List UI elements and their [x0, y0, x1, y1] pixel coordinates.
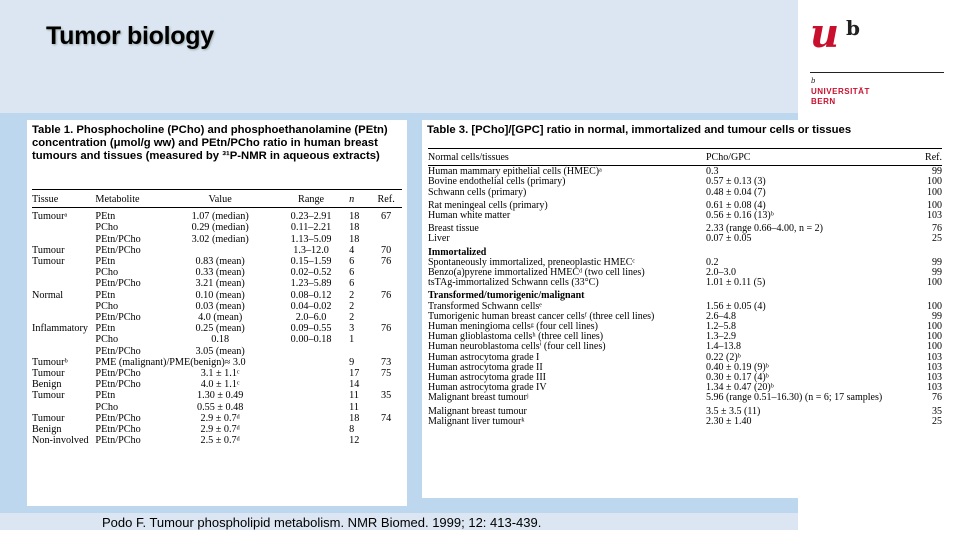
table1-row — [32, 402, 402, 413]
table1-cell: 0.09–0.55 — [290, 323, 332, 335]
table1-cell: PEtn — [95, 211, 116, 223]
table3-cell: 100 — [927, 341, 942, 353]
table3-cell: 0.07 ± 0.05 — [706, 233, 752, 245]
table1-cell: 11 — [349, 390, 359, 402]
table1-cell — [370, 379, 402, 390]
table1-cell: 70 — [381, 244, 392, 256]
table1-cell — [273, 402, 349, 413]
table3-cell: Transformed/tumorigenic/malignant — [428, 290, 585, 302]
table3-header-cell: PCho/GPC — [706, 152, 751, 163]
table3-cell: 0.56 ± 0.16 (13)ᵇ — [706, 210, 774, 222]
logo-mark: u b — [810, 10, 860, 57]
table1-cell — [370, 346, 402, 357]
table3-row — [428, 211, 942, 221]
table1-cell: 9 — [349, 356, 355, 368]
table1-cell: Tumourᵃ — [32, 211, 68, 223]
slide-title: Tumor biology — [46, 22, 214, 50]
table3-cell: Human mammary epithelial cells (HMEC)ᵃ — [428, 166, 602, 178]
table1-cell — [370, 435, 402, 446]
table1-cell — [273, 413, 349, 424]
table1-header-cell: Tissue — [32, 194, 59, 205]
table1-row — [32, 334, 402, 345]
table3-cell: Immortalized — [428, 246, 487, 258]
table3-cell: 103 — [927, 372, 942, 384]
table3-row — [428, 188, 942, 198]
table3-cell: 100 — [927, 331, 942, 343]
table3-cell — [906, 288, 942, 301]
table3-cell: 103 — [927, 382, 942, 394]
table1-cell: PCho — [95, 267, 119, 279]
table1-cell: 1.30 ± 0.49 — [196, 390, 244, 402]
table3-cell: Breast tissue — [428, 223, 479, 235]
table3-body — [428, 167, 942, 427]
table3-cell: Transformed Schwann cellsᵉ — [428, 300, 542, 312]
table3-row — [428, 234, 942, 244]
table1-header-cell: Value — [208, 194, 232, 205]
table1-cell: 1.23–5.89 — [290, 278, 332, 290]
table1-cell: Inflammatory — [32, 323, 89, 335]
table1-cell: 2 — [349, 312, 355, 324]
table1-cell: Non-involved — [32, 435, 89, 447]
table3-cell: 100 — [927, 176, 942, 188]
table1-cell — [32, 278, 95, 289]
table1-header-cell: Ref. — [377, 194, 395, 205]
table1-cell: Tumour — [32, 368, 65, 380]
table3-cell: Schwann cells (primary) — [428, 186, 527, 198]
table1-cell — [273, 368, 349, 379]
table1-header-row — [32, 194, 402, 205]
table1-cell — [273, 424, 349, 435]
table1-cell: Benign — [32, 424, 62, 436]
table3-cell: 0.30 ± 0.17 (4)ᵇ — [706, 372, 769, 384]
table1-cell — [273, 346, 349, 357]
logo-rule — [810, 72, 944, 73]
table1-cell: 2.0–6.0 — [295, 312, 327, 324]
table1-cell: 0.02–0.52 — [290, 267, 332, 279]
table1-cell: 12 — [349, 435, 360, 447]
table3-cell: 2.0–3.0 — [706, 267, 736, 279]
table1-cell: Tumour — [32, 390, 65, 402]
table1-cell: 6 — [349, 256, 355, 268]
table1-cell: PEtn/PCho — [95, 412, 141, 424]
table1-cell — [167, 245, 273, 256]
table3-section-row — [428, 288, 942, 301]
table3-cell: Liver — [428, 233, 450, 245]
table3-cell: 0.40 ± 0.19 (9)ᵇ — [706, 361, 769, 373]
table1-cell: PEtn — [95, 256, 116, 268]
table1-row — [32, 222, 402, 233]
table1-row — [32, 413, 402, 424]
table3-cell: Malignant breast tumour — [428, 405, 527, 417]
table1-row — [32, 435, 402, 446]
table1-cell: 74 — [381, 412, 392, 424]
table1-cell — [32, 267, 95, 278]
header-band — [0, 0, 798, 113]
table1-row — [32, 267, 402, 278]
table1-cell: PEtn — [95, 289, 116, 301]
table1-cell: PEtn/PCho — [95, 368, 141, 380]
table3-cell: 0.22 (2)ᵇ — [706, 351, 741, 363]
table1-header-cell: Metabolite — [95, 194, 140, 205]
table3-row — [428, 417, 942, 427]
table3-panel — [422, 120, 947, 498]
table3-cell: 76 — [932, 392, 942, 404]
table1-cell: 14 — [349, 379, 360, 391]
table1-row — [32, 301, 402, 312]
table3-cell: 76 — [932, 223, 942, 235]
table3-cell: Benzo(a)pyrene immortalized HMECᵈ (two cell lines) — [428, 267, 645, 279]
table3-cell: 100 — [927, 199, 942, 211]
table1-cell — [370, 334, 402, 345]
table1-cell: 0.55 ± 0.48 — [196, 401, 244, 413]
table1-row — [32, 312, 402, 323]
table1-cell: 4 — [349, 244, 355, 256]
table1-cell — [370, 424, 402, 435]
table1-cell — [273, 390, 349, 401]
table1-cell: Benign — [32, 379, 62, 391]
table1-row — [32, 278, 402, 289]
table1-cell: 3 — [349, 323, 355, 335]
table3-cell: 99 — [932, 166, 942, 178]
table1-cell: PCho — [95, 401, 119, 413]
table1-cell — [370, 301, 402, 312]
table1-cell: PEtn/PCho — [95, 278, 141, 290]
table3-cell: Human astrocytoma grade III — [428, 372, 547, 384]
table1-cell: 0.08–0.12 — [290, 289, 332, 301]
table1-cell: 3.1 ± 1.1ᶜ — [200, 368, 240, 380]
table1-cell: Normal — [32, 289, 64, 301]
table1-cell: 4.0 (mean) — [198, 312, 243, 324]
table1-row — [32, 368, 402, 379]
table3-cell: 100 — [927, 300, 942, 312]
table1-cell: 1 — [349, 334, 355, 346]
table3-cell: 1.01 ± 0.11 (5) — [706, 277, 766, 289]
table3-row — [428, 221, 942, 234]
table3-header-cell: Ref. — [925, 152, 942, 163]
table3-cell: Bovine endothelial cells (primary) — [428, 176, 566, 188]
table3-cell: Human meningioma cellsᵍ (four cell lines) — [428, 321, 598, 333]
table1-cell: 3.02 (median) — [191, 233, 249, 245]
table1-cell: 0.23–2.91 — [290, 211, 332, 223]
table3-cell: 100 — [927, 277, 942, 289]
table1-cell: PCho — [95, 300, 119, 312]
table1-cell: Tumour — [32, 412, 65, 424]
table3-cell: Rat meningeal cells (primary) — [428, 199, 548, 211]
table1-cell: 1.07 (median) — [191, 211, 249, 223]
table1-cell — [273, 435, 349, 446]
table1-cell: 0.04–0.02 — [290, 300, 332, 312]
table3-cell: 103 — [927, 361, 942, 373]
table1-cell: 0.10 (mean) — [195, 289, 245, 301]
table3-cell: 25 — [932, 415, 942, 427]
table1-panel — [27, 120, 407, 506]
table1-body — [32, 211, 402, 446]
table1-cell: 18 — [349, 222, 360, 234]
citation: Podo F. Tumour phospholipid metabolism. NMR Biomed. 1999; 12: 413-439. — [102, 515, 542, 530]
table3-header-cell: Normal cells/tissues — [428, 152, 509, 163]
table1-header-cell: n — [349, 194, 355, 205]
table3-cell: Malignant liver tumourᵏ — [428, 415, 525, 427]
table1-row — [32, 390, 402, 401]
table1-cell — [32, 222, 95, 233]
table1-cell: 18 — [349, 412, 360, 424]
table3-row — [428, 278, 942, 288]
table3-cell: 103 — [927, 351, 942, 363]
table3-cell: 103 — [927, 210, 942, 222]
table1-cell: 0.15–1.59 — [290, 256, 332, 268]
table1-cell: PEtn/PCho — [95, 435, 141, 447]
table1-cell: 0.83 (mean) — [195, 256, 245, 268]
table1-cell: 2 — [349, 289, 355, 301]
table3-cell: 2.33 (range 0.66–4.00, n = 2) — [706, 223, 824, 235]
table3-cell: 35 — [932, 405, 942, 417]
table1-header-cell: Range — [298, 194, 325, 205]
table1-cell: 18 — [349, 211, 360, 223]
table1-cell: Tumour — [32, 256, 65, 268]
table1-cell: PEtn/PCho — [95, 424, 141, 436]
table1-cell: 75 — [381, 368, 392, 380]
table3-cell: 1.2–5.8 — [706, 321, 736, 333]
table1-cell: 6 — [349, 278, 355, 290]
table1-row — [32, 357, 402, 368]
logo-line2: BERN — [811, 97, 836, 106]
table3-cell: 5.96 (range 0.51–16.30) (n = 6; 17 samples) — [706, 392, 883, 404]
table1-cell: 0.11–2.21 — [290, 222, 332, 234]
table1-cell: 2.9 ± 0.7ᵈ — [200, 412, 240, 424]
table1-cell: 11 — [349, 401, 359, 413]
table1 — [32, 194, 402, 446]
table3-cell: Human astrocytoma grade I — [428, 351, 540, 363]
table1-cell — [273, 379, 349, 390]
table1-cell — [370, 234, 402, 245]
table1-top-rule — [32, 189, 402, 190]
table1-cell: 4.0 ± 1.1ᶜ — [200, 379, 240, 391]
table3-cell: 0.2 — [706, 256, 719, 268]
table3-cell: Human astrocytoma grade IV — [428, 382, 547, 394]
table1-cell — [32, 301, 95, 312]
table3-cell: Spontaneously immortalized, preneoplastic HMECᶜ — [428, 256, 635, 268]
table3-cell: 100 — [927, 321, 942, 333]
table3-cell: Human astrocytoma grade II — [428, 361, 543, 373]
logo-line1: UNIVERSITÄT — [811, 87, 870, 96]
table1-cell: 0.00–0.18 — [290, 334, 332, 346]
table1-cell — [370, 267, 402, 278]
table1-cell — [32, 346, 95, 357]
table1-cell: 0.03 (mean) — [195, 300, 245, 312]
table3-title: Table 3. [PCho]/[GPC] ratio in normal, immortalized and tumour cells or tissues — [427, 124, 852, 136]
table1-cell: PME (malignant)/PME(benign)≈ 3.0 — [95, 356, 246, 368]
table3-cell: 25 — [932, 233, 942, 245]
table3-cell — [706, 245, 906, 258]
table3-header-row — [428, 153, 942, 163]
table1-cell: PEtn/PCho — [95, 233, 141, 245]
table1-row — [32, 211, 402, 222]
table1-cell: 76 — [381, 256, 392, 268]
table1-cell: 35 — [381, 390, 392, 402]
table3-cell: 1.34 ± 0.47 (20)ᵇ — [706, 382, 774, 394]
table3-cell: 100 — [927, 186, 942, 198]
table1-cell — [32, 234, 95, 245]
table1-cell — [349, 346, 370, 357]
table3-cell: 1.3–2.9 — [706, 331, 736, 343]
table1-cell — [370, 402, 402, 413]
table1-cell — [370, 312, 402, 323]
table3-cell — [906, 245, 942, 258]
table1-row — [32, 424, 402, 435]
table3-cell: 99 — [932, 256, 942, 268]
table1-cell: 3.05 (mean) — [195, 345, 245, 357]
table3-cell: Human neuroblastoma cellsⁱ (four cell lines) — [428, 341, 606, 353]
table1-cell: PEtn/PCho — [95, 312, 141, 324]
table1-title: Table 1. Phosphocholine (PCho) and phosphoethanolamine (PEtn) concentration (μmol/g ww) and PEtn/PCho ratio in human breast tumours and tissues (measured by ³¹P-NMR in aqueous extracts) — [32, 124, 388, 162]
table3-cell: 3.5 ± 3.5 (11) — [706, 405, 761, 417]
table3-cell: Malignant breast tumourʲ — [428, 392, 529, 404]
table3-cell: 1.56 ± 0.05 (4) — [706, 300, 766, 312]
table3-cell: Tumorigenic human breast cancer cellsᶠ (three cell lines) — [428, 310, 655, 322]
table3-row — [428, 393, 942, 403]
table1-cell: 0.33 (mean) — [195, 267, 245, 279]
table1-row — [32, 290, 402, 301]
table1-cell: 2 — [349, 300, 355, 312]
university-logo — [810, 10, 950, 110]
table1-cell: PCho — [95, 222, 119, 234]
table1-cell — [32, 402, 95, 413]
table1-cell: 2.9 ± 0.7ᵈ — [200, 424, 240, 436]
table3-section-row — [428, 245, 942, 258]
table1-row — [32, 234, 402, 245]
table3-cell: tsTAg-immortalized Schwann cells (33°C) — [428, 277, 599, 289]
table1-row — [32, 245, 402, 256]
table1-cell: 1.3–12.0 — [293, 244, 329, 256]
table1-cell: 0.25 (mean) — [195, 323, 245, 335]
table1-cell: 67 — [381, 211, 392, 223]
table3-cell: 0.48 ± 0.04 (7) — [706, 186, 766, 198]
table3-cell: 1.4–13.8 — [706, 341, 741, 353]
table1-row — [32, 346, 402, 357]
table1-cell: 3.21 (mean) — [195, 278, 245, 290]
table1-cell: PEtn — [95, 390, 116, 402]
table1-cell: PEtn — [95, 323, 116, 335]
table3-cell: Human white matter — [428, 210, 511, 222]
table1-cell: 2.5 ± 0.7ᵈ — [200, 435, 240, 447]
table3-cell — [706, 288, 906, 301]
table3-cell: 0.57 ± 0.13 (3) — [706, 176, 766, 188]
table3-cell: Human glioblastoma cellsʰ (three cell lines) — [428, 331, 604, 343]
table3-cell: 99 — [932, 267, 942, 279]
table1-cell: 18 — [349, 233, 360, 245]
table3-cell: 2.6–4.8 — [706, 310, 736, 322]
table1-cell: 0.18 — [211, 334, 230, 346]
table1-row — [32, 256, 402, 267]
table3-cell: 0.3 — [706, 166, 719, 178]
table1-cell: 76 — [381, 323, 392, 335]
table1-cell: 0.29 (median) — [191, 222, 249, 234]
table3-row — [428, 404, 942, 417]
table3-cell: 0.61 ± 0.08 (4) — [706, 199, 766, 211]
table1-cell: 1.13–5.09 — [290, 233, 332, 245]
table1-cell: 6 — [349, 267, 355, 279]
table1-cell: Tumourᵇ — [32, 356, 68, 368]
table1-cell: PEtn/PCho — [95, 345, 141, 357]
table1-cell: Tumour — [32, 244, 65, 256]
table1-cell — [370, 222, 402, 233]
table3-cell: 99 — [932, 310, 942, 322]
table3-cell: 2.30 ± 1.40 — [706, 415, 752, 427]
table3-top-rule — [428, 148, 942, 149]
table1-cell: 8 — [349, 424, 355, 436]
table1-row — [32, 323, 402, 334]
logo-small-b: b — [811, 77, 816, 85]
table1-cell: 17 — [349, 368, 360, 380]
table1-cell: 73 — [381, 356, 392, 368]
table1-cell — [32, 334, 95, 345]
table1-cell: PEtn/PCho — [95, 244, 141, 256]
table1-cell: PCho — [95, 334, 119, 346]
table1-cell — [370, 278, 402, 289]
table1-row — [32, 379, 402, 390]
table1-cell: 76 — [381, 289, 392, 301]
table1-cell: PEtn/PCho — [95, 379, 141, 391]
table1-cell — [32, 312, 95, 323]
table3 — [428, 153, 942, 427]
